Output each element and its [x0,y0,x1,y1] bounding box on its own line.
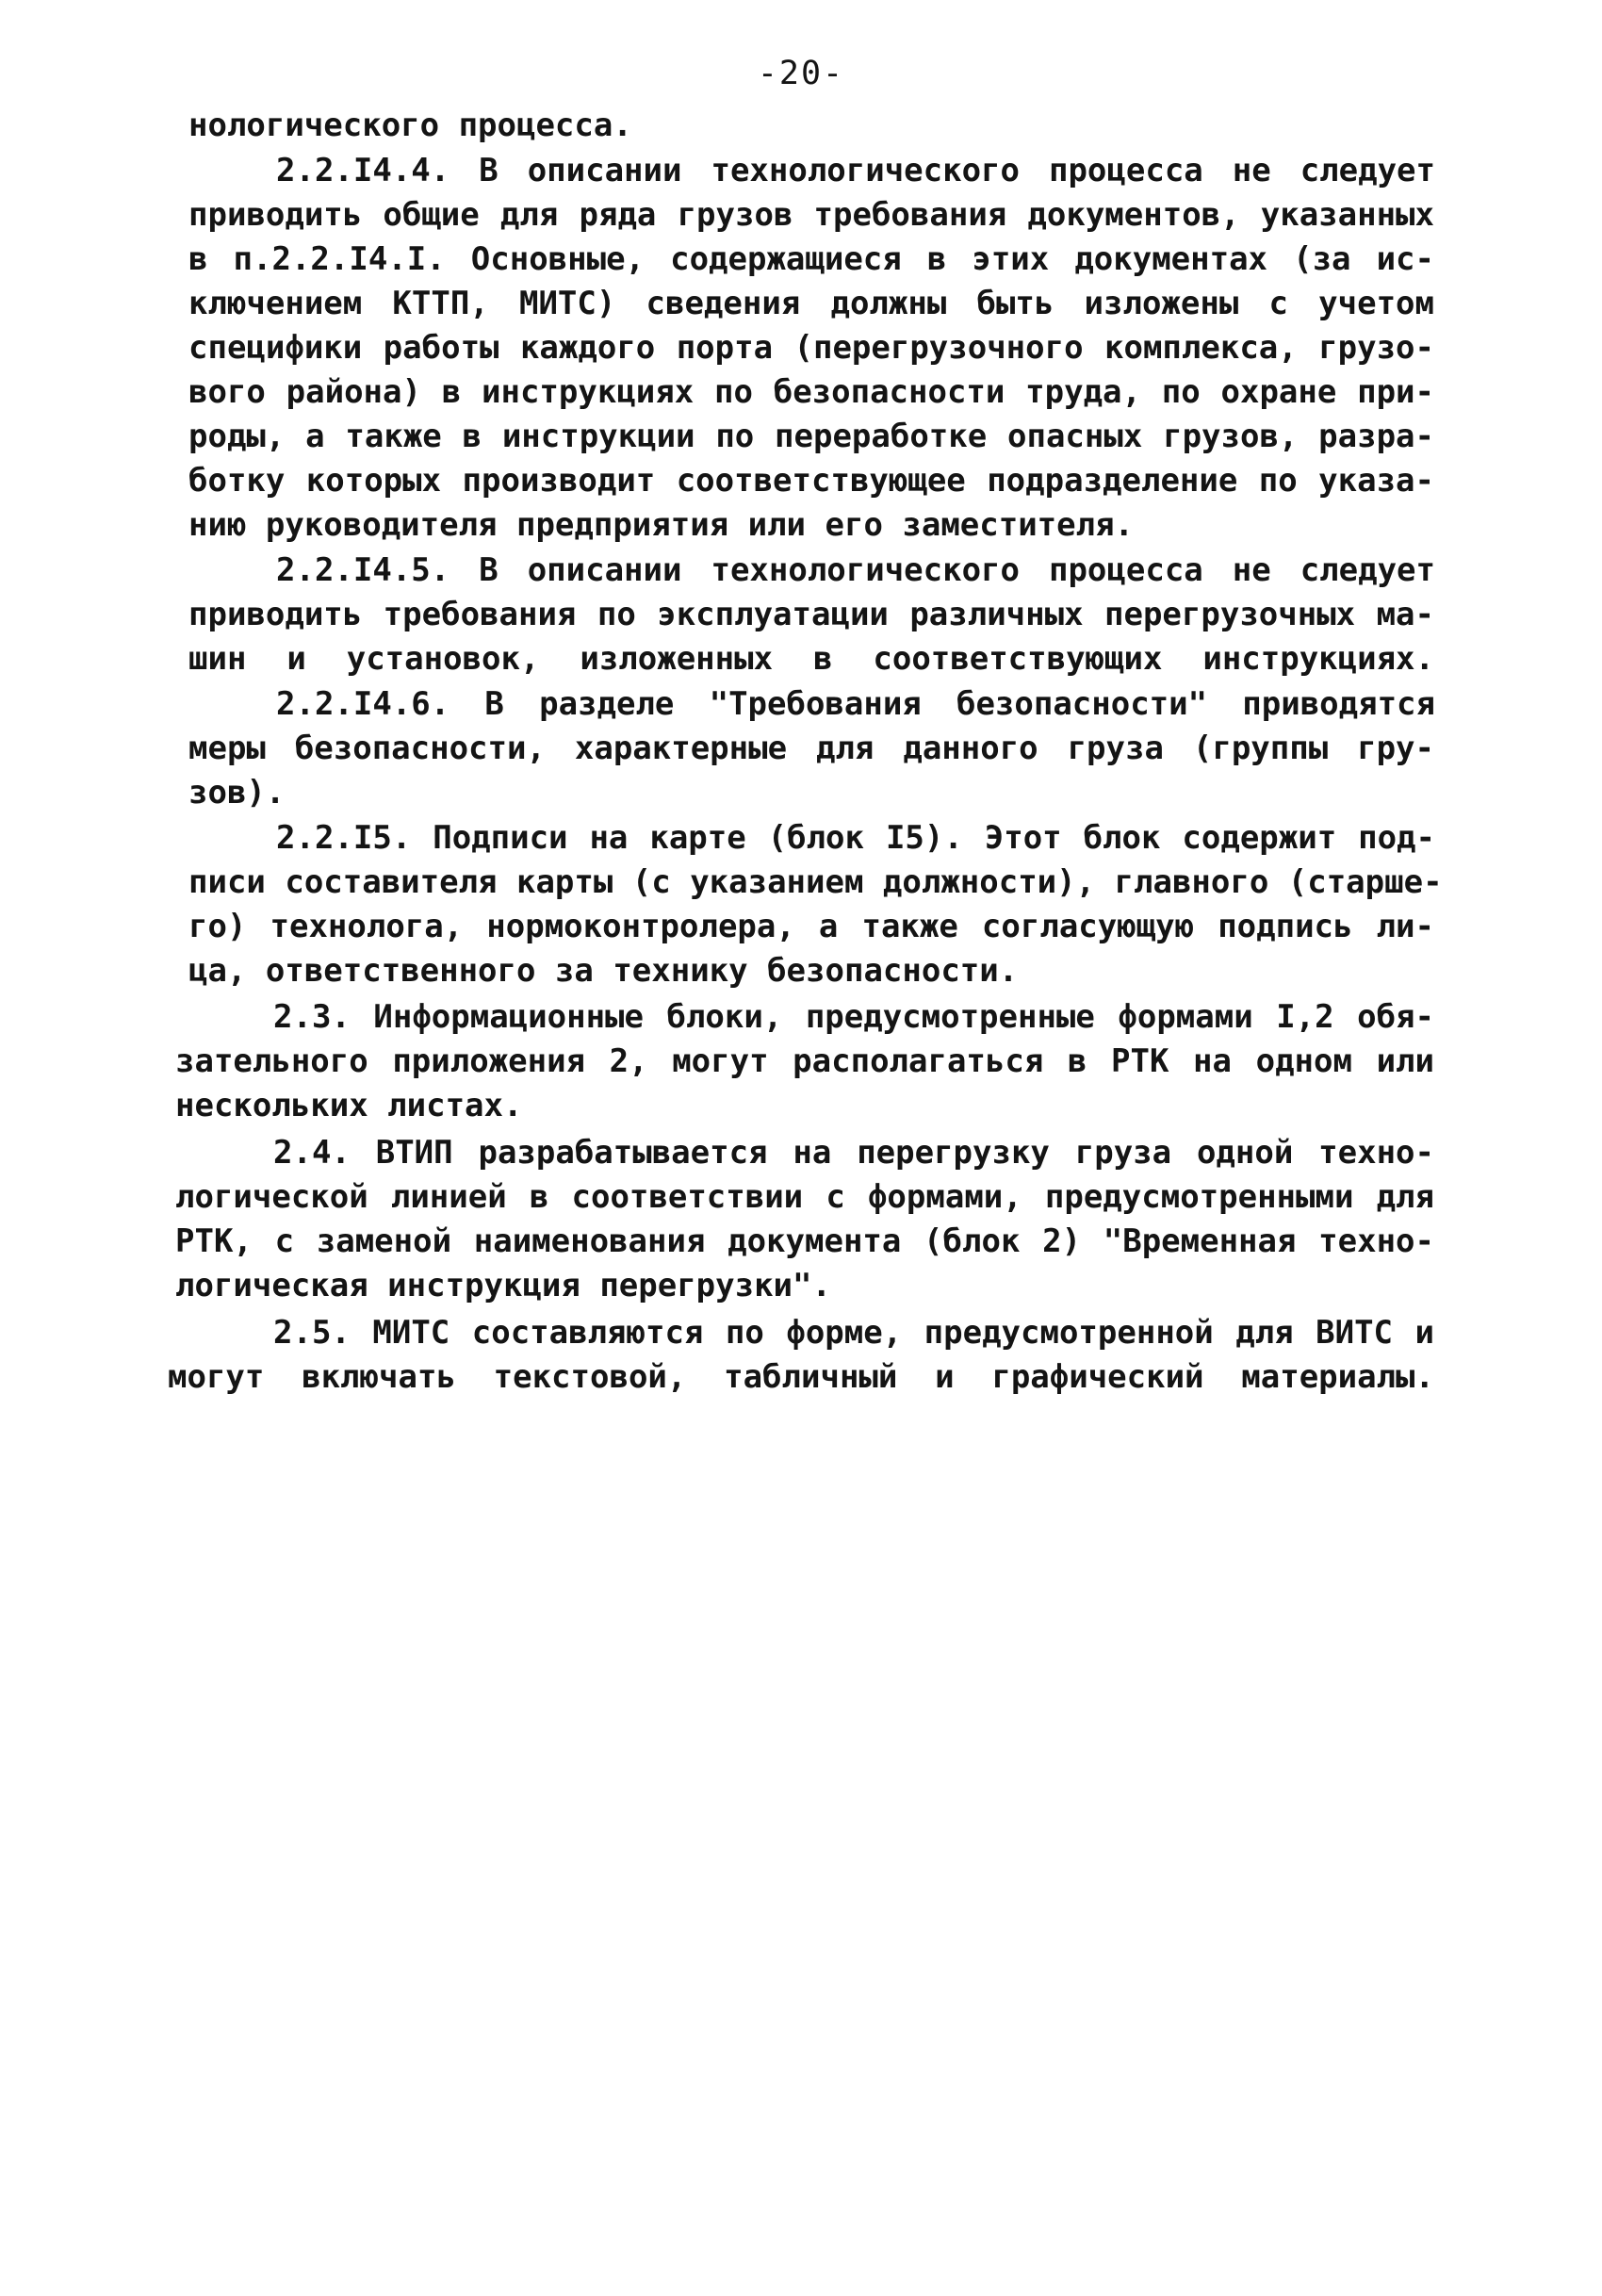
text-line: 2.2.I4.5. В описании технологического процесса не следует [276,551,1435,589]
text-line: нию руководителя предприятия или его заместителя. [188,506,1135,544]
text-line: ца, ответственного за технику безопасности. [188,952,1019,990]
text-line: нескольких листах. [175,1087,523,1124]
text-line: РТК, с заменой наименования документа (блок 2) "Временная техно- [175,1222,1434,1260]
text-line: специфики работы каждого порта (перегрузочного комплекса, грузо- [188,329,1434,367]
text-line: роды, а также в инструкции по переработке опасных грузов, разра- [188,418,1434,455]
text-line: писи составителя карты (с указанием должности), главного (старше- [188,863,1443,901]
text-line: приводить общие для ряда грузов требования документов, указанных [188,196,1434,234]
text-line: приводить требования по эксплуатации различных перегрузочных ма- [188,596,1434,633]
text-line: зательного приложения 2, могут располагаться в РТК на одном или [175,1042,1434,1080]
text-line: зов). [188,774,286,812]
text-line: могут включать текстовой, табличный и графический материалы. [168,1358,1434,1396]
text-line: логической линией в соответствии с формами, предусмотренными для [175,1178,1434,1216]
text-line: го) технолога, нормоконтролера, а также согласующую подпись ли- [188,908,1434,945]
text-line: 2.2.I4.6. В разделе "Требования безопасности" приводятся [276,685,1435,723]
text-line: ключением КТТП, МИТС) сведения должны быть изложены с учетом [188,285,1434,322]
text-line: в п.2.2.I4.I. Основные, содержащиеся в этих документах (за ис- [188,240,1434,278]
text-line: 2.3. Информационные блоки, предусмотренные формами I,2 обя- [273,998,1434,1036]
text-line: вого района) в инструкциях по безопасности труда, по охране при- [188,373,1434,411]
text-line: ботку которых производит соответствующее подразделение по указа- [188,462,1434,500]
text-line: меры безопасности, характерные для данного груза (группы гру- [188,730,1434,767]
text-line: 2.2.I4.4. В описании технологического процесса не следует [276,152,1435,189]
text-line: 2.2.I5. Подписи на карте (блок I5). Этот блок содержит под- [276,819,1435,857]
text-line: 2.5. МИТС составляются по форме, предусмотренной для ВИТС и [273,1314,1434,1352]
text-line: шин и установок, изложенных в соответствующих инструкциях. [188,640,1434,678]
page-number: -20- [757,55,845,92]
text-line: 2.4. ВТИП разрабатывается на перегрузку груза одной техно- [273,1134,1434,1172]
text-line: нологического процесса. [188,107,632,144]
text-line: логическая инструкция перегрузки". [175,1267,831,1304]
